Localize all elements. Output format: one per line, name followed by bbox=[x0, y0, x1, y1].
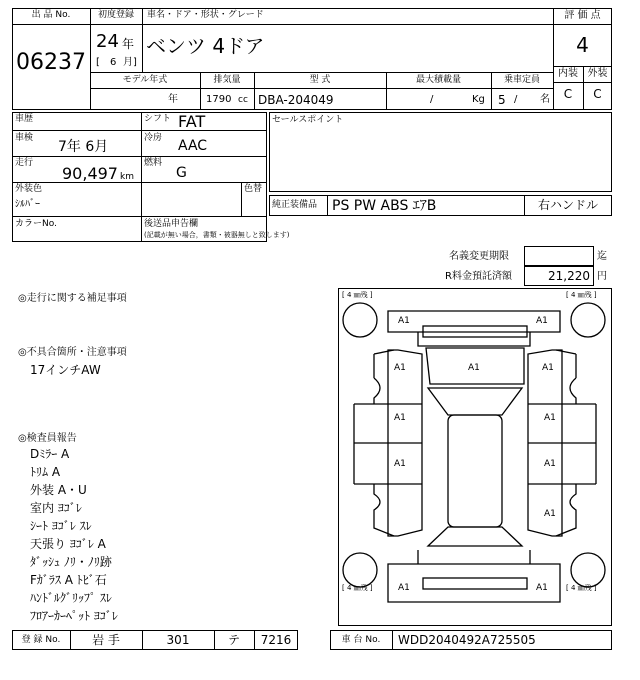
ac-value: AAC bbox=[178, 138, 208, 154]
left-rear-fender-outline bbox=[374, 484, 394, 536]
recycle-fee-label: R料金預託済額 bbox=[445, 271, 512, 282]
vin-label: 車 台 No. bbox=[341, 635, 381, 645]
front-bumper-outline bbox=[388, 311, 560, 346]
recycle-fee-value: 21,220 bbox=[548, 269, 590, 283]
damage-mark-right-fender: A1 bbox=[542, 363, 554, 373]
right-rear-fender-outline bbox=[556, 484, 576, 536]
divider bbox=[12, 24, 90, 25]
divider bbox=[141, 112, 142, 242]
type-label: 型 式 bbox=[309, 75, 331, 85]
interior-grade: C bbox=[563, 87, 573, 101]
roof-outline bbox=[448, 415, 502, 527]
color-change-label: 色替 bbox=[244, 184, 263, 194]
equipment-label: 純正装備品 bbox=[272, 200, 318, 210]
fuel-label: 燃料 bbox=[144, 158, 163, 168]
registration-month-unit: 月] bbox=[123, 57, 137, 68]
tire-rear-right-icon bbox=[571, 553, 605, 587]
damage-mark-rear-bumper-right: A1 bbox=[536, 583, 548, 593]
plate-kana: テ bbox=[227, 633, 240, 647]
tire-depth-front-left: [ 4 ㎜残 ] bbox=[342, 291, 373, 299]
exterior-label: 外装 bbox=[587, 68, 608, 79]
defects-header: ◎不具合箇所・注意事項 bbox=[18, 347, 127, 358]
divider bbox=[12, 216, 267, 217]
right-fender-outline bbox=[556, 350, 576, 404]
name-change-label: 名義変更期限 bbox=[449, 251, 509, 262]
recycle-fee-unit: 円 bbox=[597, 271, 607, 282]
overall-score: 4 bbox=[576, 33, 589, 57]
mileage-label: 走行 bbox=[15, 158, 34, 168]
defect-item: 17インチAW bbox=[30, 363, 101, 377]
inspector-item: 外装 A・U bbox=[30, 483, 87, 497]
inspector-item: ﾌﾛｱｰｶｰﾍﾟｯﾄ ﾖｺﾞﾚ bbox=[30, 609, 118, 623]
tire-front-right-icon bbox=[571, 303, 605, 337]
plate-label: 登 録 No. bbox=[21, 635, 61, 645]
divider bbox=[90, 24, 553, 25]
equipment-value: PS PW ABS ｴｱB bbox=[332, 198, 437, 214]
steering-side: 右ハンドル bbox=[537, 198, 598, 212]
exterior-grade: C bbox=[593, 87, 602, 101]
damage-mark-right-rear-door: A1 bbox=[544, 459, 556, 469]
inspector-item: 室内 ﾖｺﾞﾚ bbox=[30, 501, 82, 515]
shift-value: FAT bbox=[178, 112, 206, 131]
damage-mark-right-quarter: A1 bbox=[544, 509, 556, 519]
damage-mark-hood: A1 bbox=[468, 363, 480, 373]
car-name: ベンツ 4ドア bbox=[146, 34, 265, 58]
rear-plate-outline bbox=[423, 578, 527, 589]
first-registration-label: 初度登録 bbox=[97, 10, 134, 20]
mileage-unit: km bbox=[120, 172, 134, 182]
registration-year: 24 bbox=[96, 31, 119, 52]
diagram-frame bbox=[339, 289, 612, 626]
color-no-label: カラーNo. bbox=[15, 219, 57, 229]
plate-region: 岩 手 bbox=[92, 633, 120, 647]
displacement-unit: cc bbox=[238, 95, 248, 105]
tire-depth-front-right: [ 4 ㎜残 ] bbox=[566, 291, 597, 299]
inspector-item: ｼｰﾄ ﾖｺﾞﾚ ｽﾚ bbox=[30, 519, 92, 533]
rear-bumper-outline bbox=[388, 550, 560, 602]
inspection-label: 車検 bbox=[15, 133, 34, 143]
inspector-item: Fｶﾞﾗｽ A ﾄﾋﾞ石 bbox=[30, 573, 107, 587]
inspection-value: 7年 6月 bbox=[58, 139, 109, 155]
tire-front-left-icon bbox=[343, 303, 377, 337]
inspector-item: 天張り ﾖｺﾞﾚ A bbox=[30, 537, 106, 551]
inspector-item: ﾀﾞｯｼｭ ﾉﾘ・ﾉﾘ跡 bbox=[30, 555, 112, 569]
tire-rear-left-icon bbox=[343, 553, 377, 587]
capacity-separator: / bbox=[514, 94, 518, 105]
divider bbox=[327, 195, 328, 216]
model-type: DBA-204049 bbox=[258, 93, 334, 107]
score-label: 評 価 点 bbox=[564, 10, 601, 21]
divider bbox=[241, 182, 242, 216]
inspector-item: Dﾐﾗｰ A bbox=[30, 447, 70, 461]
mileage-value: 90,497 bbox=[62, 164, 118, 183]
divider bbox=[392, 630, 393, 650]
max-load-label: 最大積載量 bbox=[415, 75, 461, 85]
exterior-color-label: 外装色 bbox=[15, 184, 43, 194]
divider bbox=[553, 24, 612, 25]
plate-number: 7216 bbox=[260, 633, 292, 647]
model-year-unit: 年 bbox=[168, 94, 178, 105]
year-unit: 年 bbox=[122, 37, 135, 51]
shift-label: シフト bbox=[144, 114, 172, 124]
model-year-label: モデル年式 bbox=[122, 75, 168, 85]
damage-mark-left-rear-door: A1 bbox=[394, 459, 406, 469]
capacity-unit: 名 bbox=[540, 94, 550, 105]
damage-mark-rear-bumper-left: A1 bbox=[398, 583, 410, 593]
registration-month-open: [ bbox=[96, 57, 100, 68]
documents-label: 後送品申告欄 bbox=[144, 219, 199, 229]
sales-point-label: セールスポイント bbox=[272, 115, 344, 125]
divider bbox=[90, 72, 553, 73]
name-change-box bbox=[524, 246, 594, 266]
name-change-unit: 迄 bbox=[597, 251, 607, 262]
car-name-label: 車名・ドア・形状・グレード bbox=[147, 10, 264, 20]
passenger-capacity: 5 bbox=[498, 93, 506, 107]
vin-number: WDD2040492A725505 bbox=[398, 633, 536, 647]
displacement: 1790 bbox=[206, 94, 232, 105]
divider bbox=[12, 156, 267, 157]
lot-no-label: 出 品 No. bbox=[31, 10, 71, 20]
capacity-label: 乗車定員 bbox=[503, 75, 540, 85]
car-damage-diagram bbox=[338, 288, 612, 626]
damage-mark-right-front-door: A1 bbox=[544, 413, 556, 423]
windshield-outline bbox=[428, 388, 522, 415]
fuel-value: G bbox=[176, 165, 187, 181]
plate-class: 301 bbox=[166, 633, 190, 647]
inspector-item: ﾄﾘﾑ A bbox=[30, 465, 61, 479]
left-fender-outline bbox=[374, 350, 394, 404]
driving-notes-header: ◎走行に関する補足事項 bbox=[18, 293, 127, 304]
inspector-report-header: ◎検査員報告 bbox=[18, 433, 77, 444]
divider bbox=[90, 88, 553, 89]
divider bbox=[12, 182, 267, 183]
lot-no: 06237 bbox=[16, 50, 86, 75]
exterior-color: ｼﾙﾊﾞｰ bbox=[15, 199, 40, 210]
load-slash: / bbox=[430, 94, 434, 105]
inspector-item: ﾊﾝﾄﾞﾙｸﾞﾘｯﾌﾟ ｽﾚ bbox=[30, 591, 112, 605]
divider bbox=[142, 8, 143, 72]
damage-mark-left-front-door: A1 bbox=[394, 413, 406, 423]
documents-note: (記載が無い場合，書類・被器無しと致します) bbox=[144, 231, 290, 239]
history-label: 車歴 bbox=[15, 114, 34, 124]
ac-label: 冷房 bbox=[144, 133, 163, 143]
load-unit: Kg bbox=[472, 94, 485, 105]
tire-depth-rear-right: [ 4 ㎜残 ] bbox=[566, 584, 597, 592]
displacement-label: 排気量 bbox=[213, 75, 241, 85]
damage-mark-front-bumper-left: A1 bbox=[398, 316, 410, 326]
rear-window-outline bbox=[428, 527, 522, 546]
damage-mark-left-fender: A1 bbox=[394, 363, 406, 373]
interior-label: 内装 bbox=[558, 68, 578, 79]
registration-month: 6 bbox=[110, 57, 117, 68]
damage-mark-front-bumper-right: A1 bbox=[536, 316, 548, 326]
tire-depth-rear-left: [ 4 ㎜残 ] bbox=[342, 584, 373, 592]
divider bbox=[12, 130, 267, 131]
